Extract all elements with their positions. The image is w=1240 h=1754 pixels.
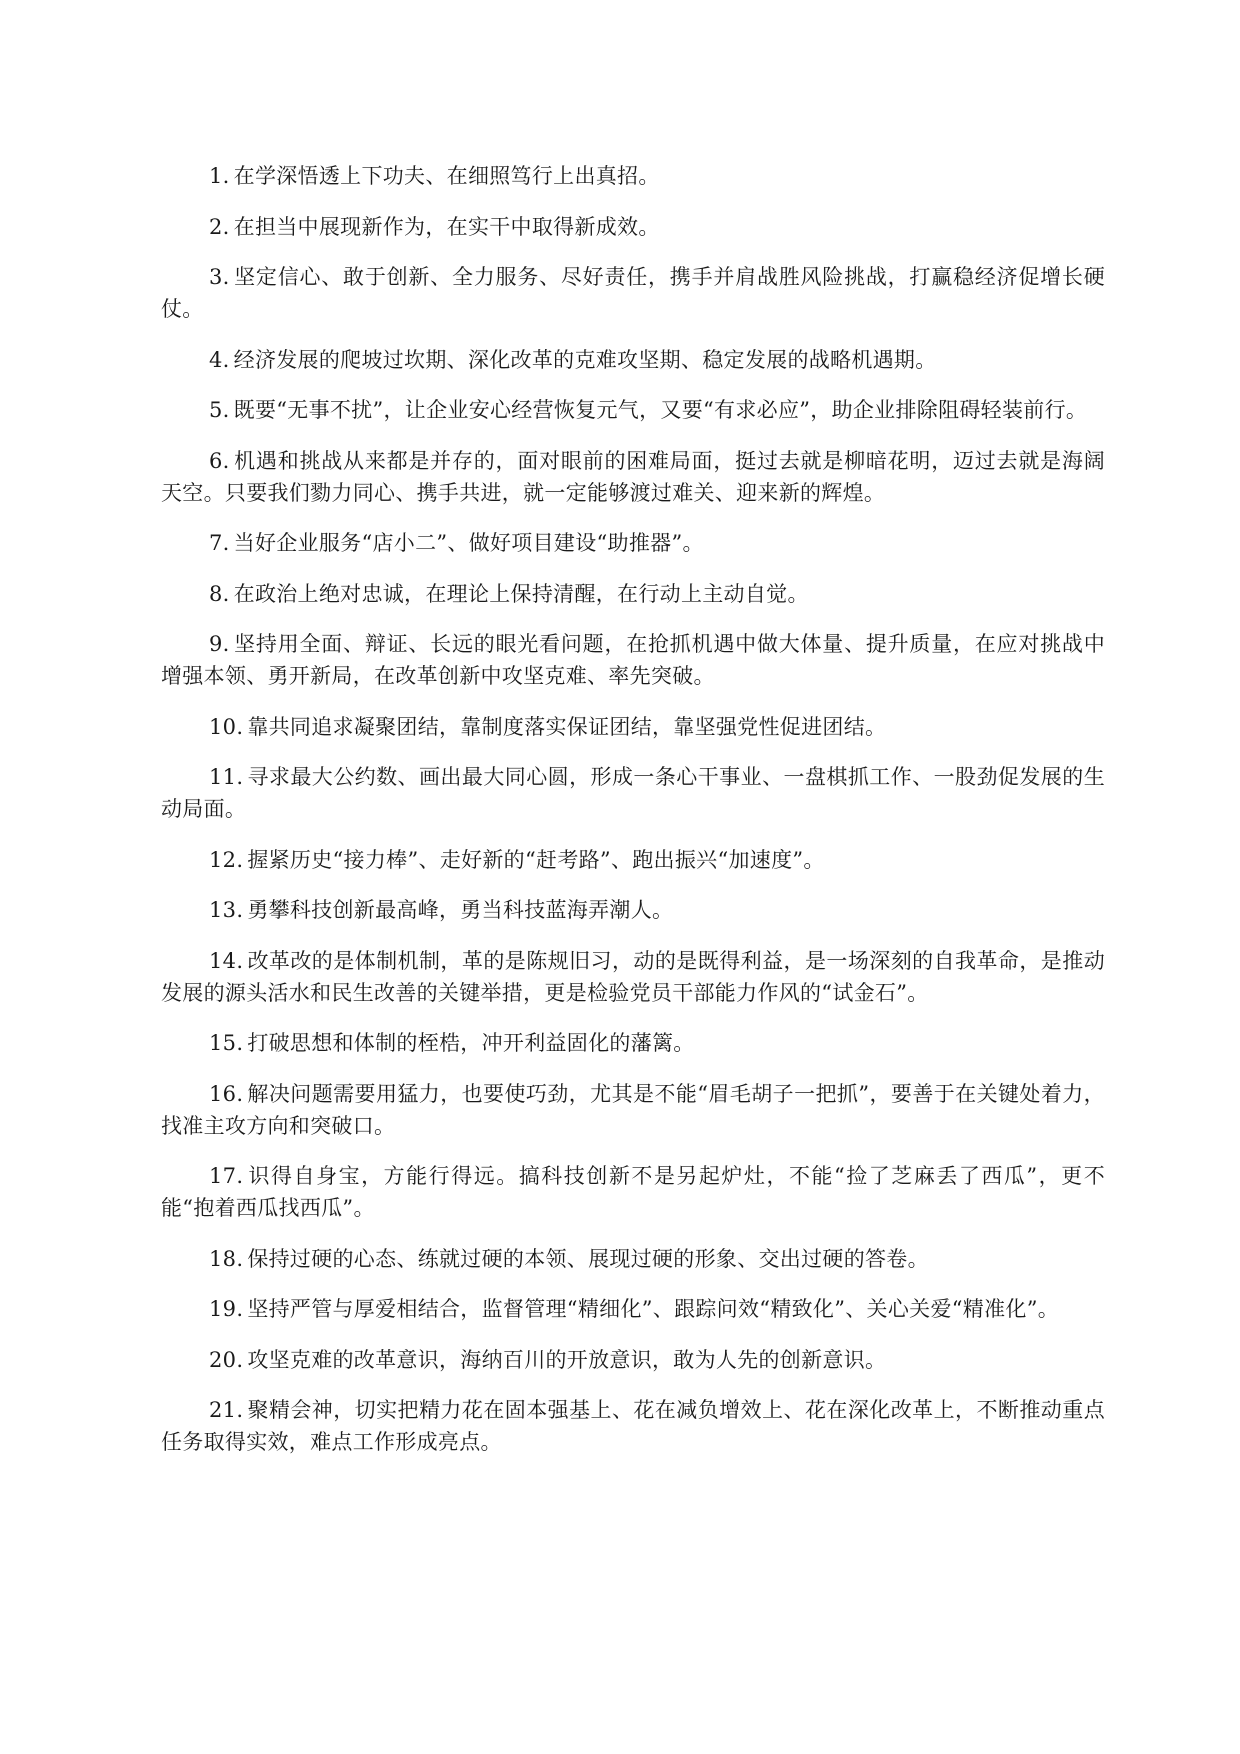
list-item <box>161 160 1105 192</box>
list-item <box>161 894 1105 926</box>
item-number: 5. <box>209 398 230 422</box>
list-item <box>161 261 1105 325</box>
list-item <box>161 628 1105 692</box>
item-text: 在担当中展现新作为，在实干中取得新成效。 <box>233 214 660 239</box>
item-text: 坚持用全面、辩证、长远的眼光看问题，在抢抓机遇中做大体量、提升质量，在应对挑战中增强本领、勇开新局，在改革创新中攻坚克难、率先突破。 <box>161 632 1105 688</box>
item-number: 21. <box>209 1398 244 1422</box>
item-number: 13. <box>209 898 244 922</box>
item-number: 16. <box>209 1081 244 1106</box>
list-item <box>161 211 1105 243</box>
item-number: 11. <box>209 765 244 789</box>
item-number: 17. <box>209 1164 244 1188</box>
item-text: 识得自身宝，方能行得远。搞科技创新不是另起炉灶，不能“捡了芝麻丢了西瓜”，更不能“抱着西瓜找西瓜”。 <box>161 1164 1105 1220</box>
list-item <box>161 1027 1105 1059</box>
item-text: 勇攀科技创新最高峰，勇当科技蓝海弄潮人。 <box>247 898 674 922</box>
list-item <box>161 1293 1105 1325</box>
item-text: 保持过硬的心态、练就过硬的本领、展现过硬的形象、交出过硬的答卷。 <box>247 1246 929 1271</box>
list-item <box>161 445 1105 509</box>
item-number: 8. <box>209 581 230 606</box>
item-text: 攻坚克难的改革意识，海纳百川的开放意识，敢为人先的创新意识。 <box>247 1347 887 1372</box>
document-body <box>161 160 1105 1477</box>
item-number: 9. <box>209 632 230 656</box>
list-item <box>161 394 1105 426</box>
item-number: 4. <box>209 347 230 372</box>
list-item <box>161 1243 1105 1275</box>
item-text: 握紧历史“接力棒”、走好新的“赶考路”、跑出振兴“加速度”。 <box>247 847 825 872</box>
item-number: 1. <box>209 164 230 188</box>
item-text: 在学深悟透上下功夫、在细照笃行上出真招。 <box>233 164 660 188</box>
list-item <box>161 527 1105 559</box>
item-text: 坚定信心、敢于创新、全力服务、尽好责任，携手并肩战胜风险挑战，打赢稳经济促增长硬仗。 <box>161 265 1105 321</box>
list-item <box>161 1078 1105 1142</box>
list-item <box>161 344 1105 376</box>
item-text: 既要“无事不扰”，让企业安心经营恢复元气，又要“有求必应”，助企业排除阻碍轻装前行。 <box>233 398 1088 422</box>
item-number: 12. <box>209 847 244 872</box>
item-text: 解决问题需要用猛力，也要使巧劲，尤其是不能“眉毛胡子一把抓”，要善于在关键处着力，找准主攻方向和突破口。 <box>161 1081 1105 1138</box>
item-text: 寻求最大公约数、画出最大同心圆，形成一条心干事业、一盘棋抓工作、一股劲促发展的生动局面。 <box>161 765 1105 821</box>
item-number: 14. <box>209 948 244 973</box>
item-text: 聚精会神，切实把精力花在固本强基上、花在减负增效上、花在深化改革上，不断推动重点任务取得实效，难点工作形成亮点。 <box>161 1398 1105 1454</box>
item-number: 3. <box>209 265 230 289</box>
list-item <box>161 578 1105 610</box>
item-text: 在政治上绝对忠诚，在理论上保持清醒，在行动上主动自觉。 <box>233 581 809 606</box>
item-text: 机遇和挑战从来都是并存的，面对眼前的困难局面，挺过去就是柳暗花明，迈过去就是海阔天空。只要我们勠力同心、携手共进，就一定能够渡过难关、迎来新的辉煌。 <box>161 448 1105 505</box>
item-number: 2. <box>209 214 230 239</box>
item-number: 18. <box>209 1246 244 1271</box>
item-text: 当好企业服务“店小二”、做好项目建设“助推器”。 <box>233 531 704 555</box>
list-item <box>161 1344 1105 1376</box>
item-text: 打破思想和体制的桎梏，冲开利益固化的藩篱。 <box>247 1031 695 1055</box>
list-item <box>161 1394 1105 1458</box>
item-number: 15. <box>209 1031 244 1055</box>
list-item <box>161 761 1105 825</box>
list-item <box>161 1160 1105 1224</box>
item-text: 经济发展的爬坡过坎期、深化改革的克难攻坚期、稳定发展的战略机遇期。 <box>233 347 937 372</box>
item-text: 靠共同追求凝聚团结，靠制度落实保证团结，靠坚强党性促进团结。 <box>247 714 887 739</box>
item-text: 坚持严管与厚爱相结合，监督管理“精细化”、跟踪问效“精致化”、关心关爱“精准化”。 <box>247 1297 1060 1321</box>
item-number: 19. <box>209 1297 244 1321</box>
item-text: 改革改的是体制机制，革的是陈规旧习，动的是既得利益，是一场深刻的自我革命，是推动发展的源头活水和民生改善的关键举措，更是检验党员干部能力作风的“试金石”。 <box>161 948 1105 1005</box>
list-item <box>161 945 1105 1009</box>
item-number: 20. <box>209 1347 244 1372</box>
list-item <box>161 711 1105 743</box>
item-number: 7. <box>209 531 230 555</box>
list-item <box>161 844 1105 876</box>
item-number: 10. <box>209 714 244 739</box>
item-number: 6. <box>209 448 230 473</box>
